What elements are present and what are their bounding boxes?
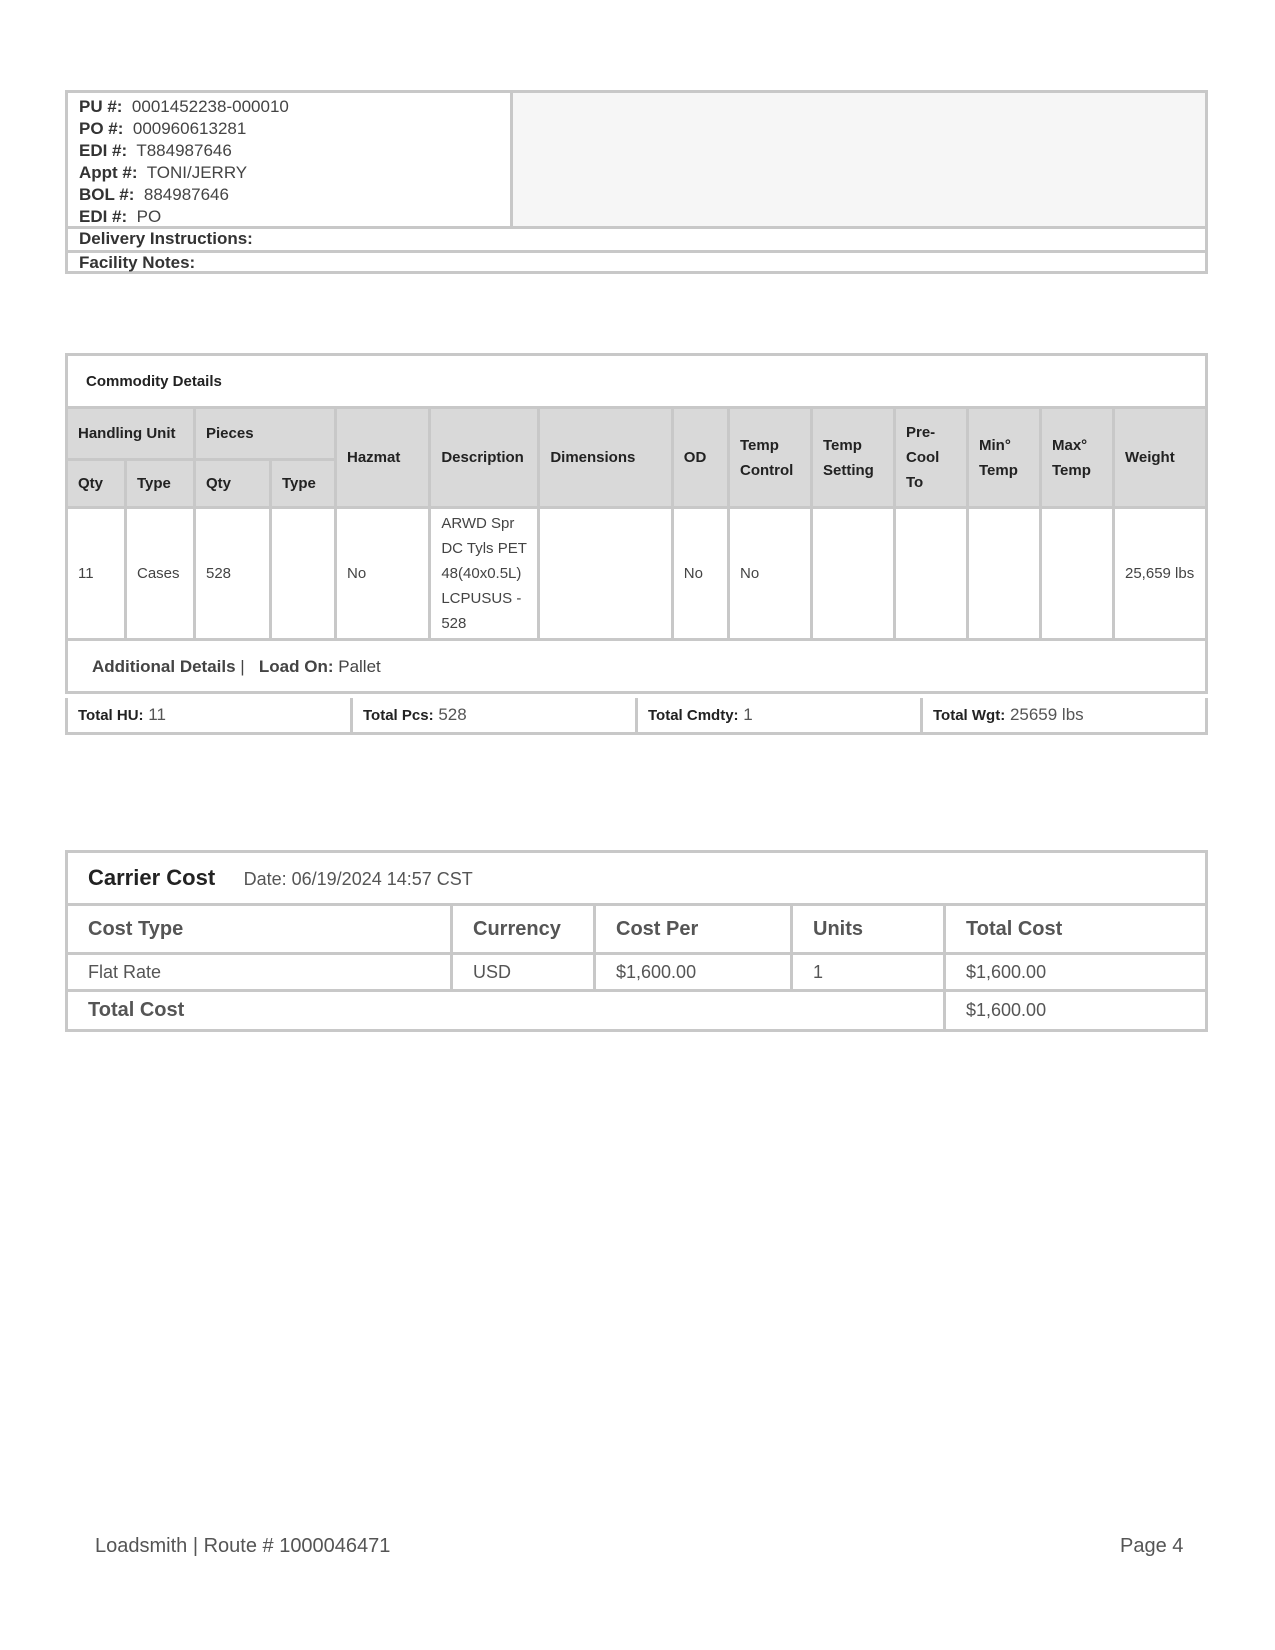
header-hu-type: Type <box>126 460 195 508</box>
facility-notes-label: Facility Notes: <box>79 253 196 272</box>
cell-min-temp <box>968 508 1041 640</box>
header-pre-cool-to: Pre-Cool To <box>895 408 968 508</box>
pu-number-value: 0001452238-000010 <box>131 97 289 116</box>
carrier-cost-header <box>67 852 1207 905</box>
po-number-row: PO #: 000960613281 <box>79 119 247 138</box>
header-description: Description <box>430 408 539 508</box>
cell-currency: USD <box>452 954 595 991</box>
header-od: OD <box>672 408 728 508</box>
cell-temp-control: No <box>729 508 812 640</box>
pu-number-row: PU #: 0001452238-000010 <box>79 97 289 116</box>
cell-max-temp <box>1041 508 1114 640</box>
header-pieces: Pieces <box>195 408 336 460</box>
bol-number-value: 884987646 <box>143 185 229 204</box>
reference-block <box>65 90 1208 274</box>
additional-details-label: Additional Details <box>92 656 236 676</box>
edi-number-value: T884987646 <box>136 141 232 160</box>
header-temp-setting: Temp Setting <box>812 408 895 508</box>
total-pcs: Total Pcs: 528 <box>353 698 638 732</box>
commodity-table <box>65 353 1208 694</box>
header-currency: Currency <box>452 905 595 954</box>
cell-dimensions <box>539 508 672 640</box>
header-pc-qty: Qty <box>195 460 271 508</box>
carrier-cost-table <box>65 850 1208 1032</box>
cell-temp-setting <box>812 508 895 640</box>
cell-pre-cool-to <box>895 508 968 640</box>
total-cost-label: Total Cost <box>67 991 945 1031</box>
cell-cost-type: Flat Rate <box>67 954 452 991</box>
cell-pc-qty: 528 <box>195 508 271 640</box>
cell-od: No <box>672 508 728 640</box>
cell-weight: 25,659 lbs <box>1114 508 1207 640</box>
header-cost-type: Cost Type <box>67 905 452 954</box>
edi-type-row: EDI #: PO <box>79 207 162 226</box>
header-min-temp: Min° Temp <box>968 408 1041 508</box>
appt-number-value: TONI/JERRY <box>146 163 248 182</box>
reference-ids-panel <box>68 93 513 226</box>
header-pc-type: Type <box>271 460 336 508</box>
header-max-temp: Max° Temp <box>1041 408 1114 508</box>
bol-number-row: BOL #: 884987646 <box>79 185 229 204</box>
header-hu-qty: Qty <box>67 460 126 508</box>
reference-lines <box>79 96 289 228</box>
cell-total-cost: $1,600.00 <box>945 954 1207 991</box>
reference-blank-panel <box>513 93 1205 226</box>
footer-page-number: Page 4 <box>1120 1535 1184 1557</box>
commodity-totals <box>65 698 1208 735</box>
edi-type-value: PO <box>136 207 162 226</box>
header-weight: Weight <box>1114 408 1207 508</box>
cell-hazmat: No <box>336 508 430 640</box>
header-handling-unit: Handling Unit <box>67 408 195 460</box>
total-cmdty: Total Cmdty: 1 <box>638 698 923 732</box>
appt-number-row: Appt #: TONI/JERRY <box>79 163 248 182</box>
table-row <box>67 508 1207 640</box>
footer-route: Loadsmith | Route # 1000046471 <box>95 1535 391 1557</box>
total-hu: Total HU: 11 <box>68 698 353 732</box>
edi-number-row: EDI #: T884987646 <box>79 141 232 160</box>
total-cost-value: $1,600.00 <box>945 991 1207 1031</box>
header-total-cost: Total Cost <box>945 905 1207 954</box>
header-units: Units <box>792 905 945 954</box>
cell-units: 1 <box>792 954 945 991</box>
header-dimensions: Dimensions <box>539 408 672 508</box>
commodity-title: Commodity Details <box>67 355 1207 408</box>
carrier-cost-title: Carrier Cost <box>88 865 216 890</box>
header-cost-per: Cost Per <box>595 905 792 954</box>
carrier-cost-date: Date: 06/19/2024 14:57 CST <box>243 869 473 889</box>
table-row <box>67 954 1207 991</box>
header-hazmat: Hazmat <box>336 408 430 508</box>
delivery-instructions-label: Delivery Instructions: <box>79 229 253 248</box>
cell-hu-qty: 11 <box>67 508 126 640</box>
divider <box>68 250 1205 253</box>
total-wgt: Total Wgt: 25659 lbs <box>933 705 1084 724</box>
load-on-value: Pallet <box>338 656 381 676</box>
cell-pc-type <box>271 508 336 640</box>
cell-description: ARWD Spr DC Tyls PET 48(40x0.5L) LCPUSUS - 528 <box>430 508 539 640</box>
additional-details: Additional Details | Load On: Pallet <box>67 640 1207 693</box>
header-temp-control: Temp Control <box>729 408 812 508</box>
cell-hu-type: Cases <box>126 508 195 640</box>
po-number-value: 000960613281 <box>132 119 247 138</box>
cell-cost-per: $1,600.00 <box>595 954 792 991</box>
load-on-label: Load On: <box>258 656 334 676</box>
